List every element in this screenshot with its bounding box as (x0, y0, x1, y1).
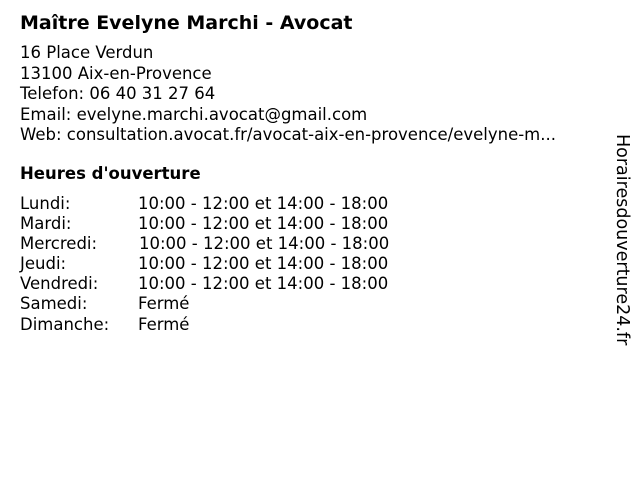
day-label: Vendredi: (20, 274, 99, 294)
day-hours: 10:00 - 12:00 et 14:00 - 18:00 (138, 214, 389, 234)
day-hours: 10:00 - 12:00 et 14:00 - 18:00 (138, 194, 389, 213)
day-hours: 10:00 - 12:00 et 14:00 - 18:00 (139, 234, 390, 254)
city-address: 13100 Aix-en-Provence (20, 63, 212, 83)
site-watermark: Horairesdouverture24.fr (612, 134, 632, 346)
web-line: Web: consultation.avocat.fr/avocat-aix-en-provence/evelyne-m... (20, 125, 556, 144)
street-address: 16 Place Verdun (20, 43, 154, 62)
phone-line: Telefon: 06 40 31 27 64 (20, 84, 216, 103)
day-label: Samedi: (20, 294, 88, 314)
day-label: Lundi: (20, 194, 71, 213)
email-line: Email: evelyne.marchi.avocat@gmail.com (20, 104, 368, 124)
business-title: Maître Evelyne Marchi - Avocat (20, 12, 353, 34)
contact-details (20, 43, 556, 146)
day-hours: Fermé (138, 294, 190, 314)
day-hours: 10:00 - 12:00 et 14:00 - 18:00 (138, 254, 389, 274)
day-hours: Fermé (138, 314, 190, 334)
day-hours: 10:00 - 12:00 et 14:00 - 18:00 (138, 274, 389, 294)
day-label: Jeudi: (20, 254, 67, 274)
day-label: Mardi: (20, 214, 72, 234)
day-label: Dimanche: (20, 314, 110, 334)
day-label: Mercredi: (20, 234, 98, 254)
hours-heading: Heures d'ouverture (20, 164, 201, 183)
